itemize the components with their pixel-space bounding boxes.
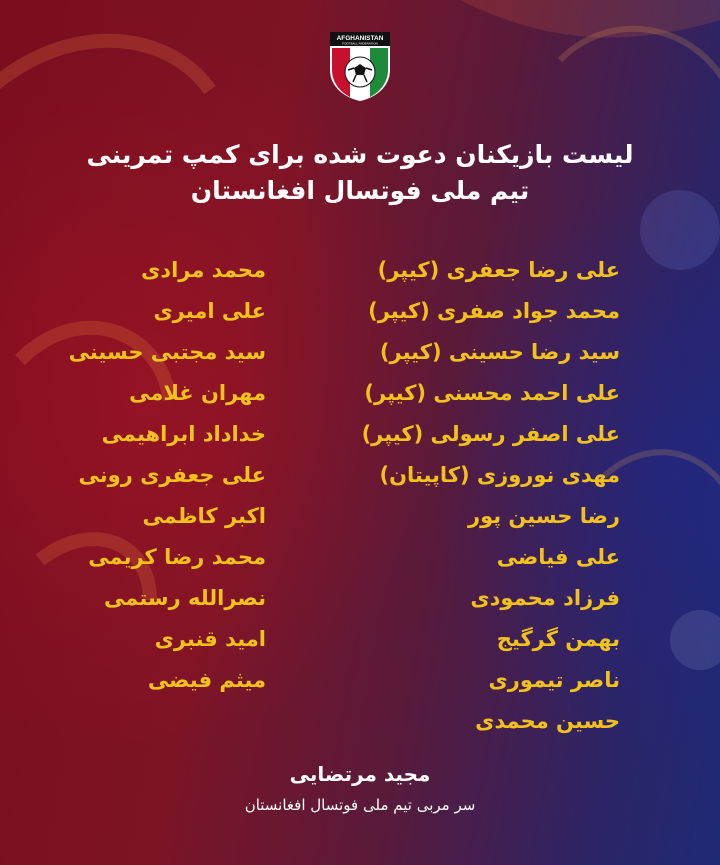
player-name: مهران غلامی: [129, 381, 266, 405]
afghanistan-football-federation-logo: [328, 30, 392, 102]
player-name: میثم فیضی: [147, 668, 266, 692]
player-name: علی احمد محسنی (کیپر): [364, 381, 620, 405]
player-name: سید رضا حسینی (کیپر): [379, 340, 620, 364]
player-name: امید قنبری: [154, 627, 266, 651]
page-title-line1: لیست بازیکنان دعوت شده برای کمپ تمرینی: [86, 140, 634, 169]
player-name: سید مجتبی حسینی: [68, 340, 266, 364]
player-name: خداداد ابراهیمی: [101, 422, 266, 446]
svg-text:FOOTBALL FEDERATION: FOOTBALL FEDERATION: [342, 41, 378, 46]
player-name: اکبر کاظمی: [142, 504, 266, 528]
page-title-line2: تیم ملی فوتسال افغانستان: [190, 176, 530, 205]
player-name: محمد مرادی: [141, 258, 266, 282]
player-name: فرزاد محمودی: [470, 586, 620, 610]
head-coach-name: مجید مرتضایی: [289, 762, 431, 786]
player-name: علی امیری: [153, 299, 266, 323]
player-name: علی رضا جعفری (کیپر): [377, 258, 620, 282]
head-coach-role: سر مربی تیم ملی فوتسال افغانستان: [244, 796, 476, 814]
player-name: ناصر تیموری: [488, 668, 620, 692]
player-list-right: [360, 250, 620, 742]
player-name: محمد رضا کریمی: [88, 545, 266, 569]
svg-text:AFGHANISTAN: AFGHANISTAN: [336, 35, 384, 42]
player-name: رضا حسین پور: [467, 504, 620, 528]
player-name: مهدی نوروزی (کاپیتان): [379, 463, 620, 487]
player-name: بهمن گرگیج: [496, 627, 620, 651]
player-name: محمد جواد صفری (کیپر): [368, 299, 620, 323]
player-name: علی اصفر رسولی (کیپر): [361, 422, 620, 446]
player-name: حسین محمدی: [475, 709, 620, 733]
player-name: نصرالله رستمی: [104, 586, 266, 610]
player-name: علی فیاضی: [496, 545, 620, 569]
player-list-left: [66, 250, 266, 701]
player-name: علی جعفری رونی: [78, 463, 266, 487]
